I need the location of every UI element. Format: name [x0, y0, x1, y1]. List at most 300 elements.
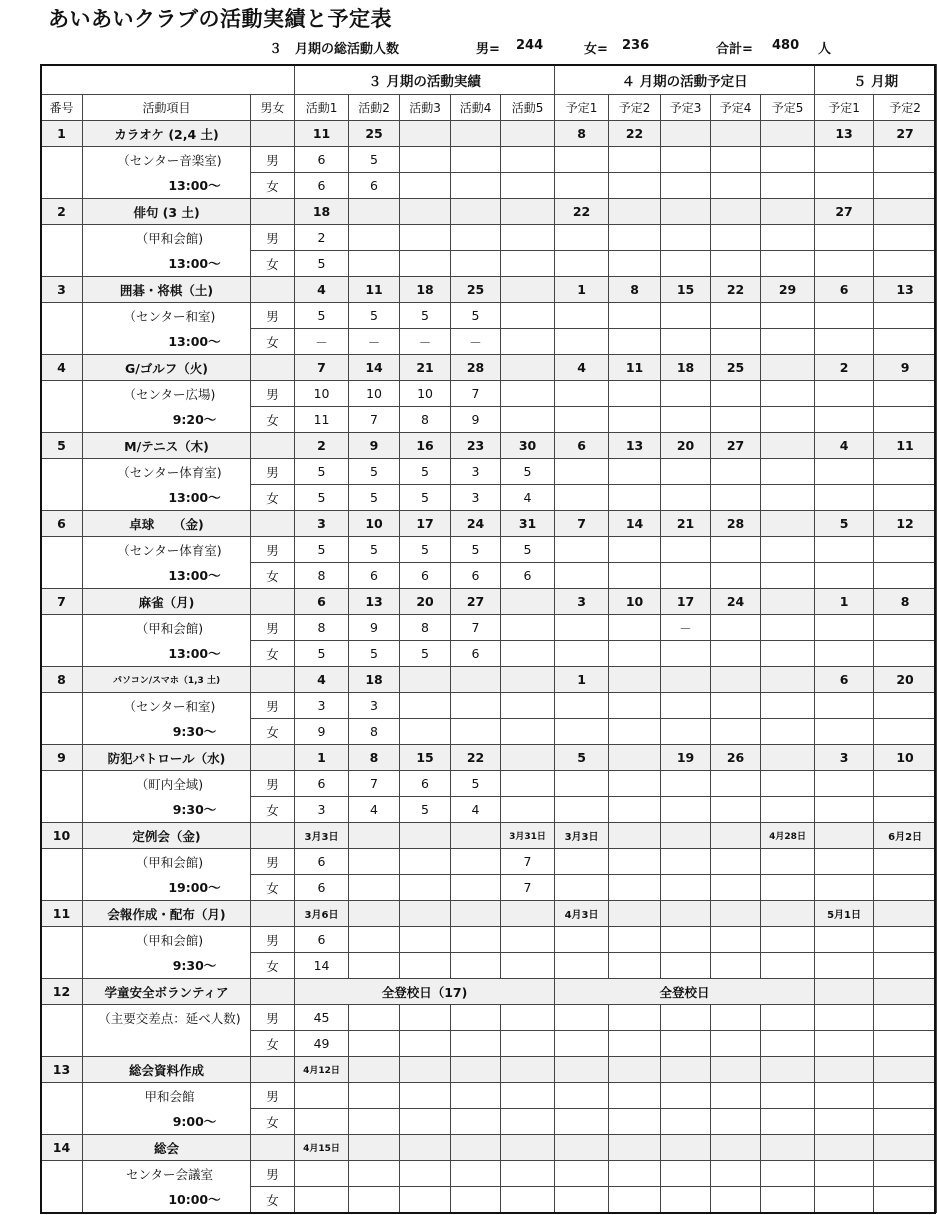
activity-number: 13 [41, 1057, 83, 1083]
activity-location: 甲和会館 [83, 1083, 251, 1109]
date-cell: 7 [555, 511, 609, 537]
count-cell [761, 953, 815, 979]
date-cell: 3月6日 [295, 901, 349, 927]
date-cell [501, 277, 555, 303]
count-cell [661, 381, 711, 407]
count-cell [661, 1161, 711, 1187]
activity-male-row [41, 927, 937, 953]
count-cell [609, 1083, 661, 1109]
date-cell [555, 1057, 609, 1083]
count-cell [555, 1083, 609, 1109]
activity-row [41, 667, 937, 693]
count-cell [501, 1161, 555, 1187]
count-cell [555, 485, 609, 511]
count-cell [349, 849, 400, 875]
count-cell [661, 173, 711, 199]
count-cell [815, 303, 874, 329]
date-cell [349, 1057, 400, 1083]
date-cell: 6 [555, 433, 609, 459]
count-cell [609, 953, 661, 979]
count-cell [400, 875, 451, 901]
count-cell [349, 1005, 400, 1031]
count-cell [451, 1031, 501, 1057]
activity-name: 会報作成・配布（月) [83, 901, 251, 927]
count-cell [501, 1083, 555, 1109]
count-cell [711, 1083, 761, 1109]
count-cell [815, 1031, 874, 1057]
count-cell: 5 [501, 537, 555, 563]
number-blank [41, 173, 83, 199]
date-cell: 18 [661, 355, 711, 381]
count-cell [661, 797, 711, 823]
activity-male-row [41, 693, 937, 719]
activity-male-row [41, 771, 937, 797]
count-cell [451, 927, 501, 953]
count-cell [815, 1005, 874, 1031]
count-cell [874, 719, 937, 745]
date-cell [501, 589, 555, 615]
count-cell [711, 771, 761, 797]
activity-row [41, 745, 937, 771]
date-cell: 15 [661, 277, 711, 303]
count-cell [661, 303, 711, 329]
date-cell [609, 667, 661, 693]
count-cell: 6 [451, 563, 501, 589]
count-cell [349, 953, 400, 979]
date-cell [874, 979, 937, 1005]
count-cell [761, 459, 815, 485]
date-cell [761, 355, 815, 381]
gender-female: 女 [251, 407, 295, 433]
date-cell [661, 1135, 711, 1161]
count-cell [874, 329, 937, 355]
number-blank [41, 1161, 83, 1187]
count-cell [815, 875, 874, 901]
count-cell: － [451, 329, 501, 355]
number-blank [41, 1005, 83, 1031]
date-cell [349, 199, 400, 225]
gender-male: 男 [251, 1005, 295, 1031]
date-cell: 22 [555, 199, 609, 225]
activity-number: 5 [41, 433, 83, 459]
activity-male-row [41, 1083, 937, 1109]
count-cell [711, 693, 761, 719]
gender-male: 男 [251, 693, 295, 719]
count-cell [761, 719, 815, 745]
count-cell [874, 381, 937, 407]
gender-cell [251, 589, 295, 615]
count-cell [815, 1161, 874, 1187]
activity-time: 13:00～ [83, 641, 251, 667]
date-cell [451, 1135, 501, 1161]
date-cell: 24 [711, 589, 761, 615]
column-header: 予定1 [815, 95, 874, 121]
activity-female-row [41, 173, 937, 199]
activity-female-row [41, 875, 937, 901]
count-cell [874, 693, 937, 719]
date-cell [661, 901, 711, 927]
number-blank [41, 537, 83, 563]
count-cell [349, 251, 400, 277]
gender-male: 男 [251, 225, 295, 251]
count-cell [400, 849, 451, 875]
count-cell [609, 615, 661, 641]
count-cell [555, 407, 609, 433]
date-cell: 13 [815, 121, 874, 147]
count-cell [761, 329, 815, 355]
count-cell [815, 173, 874, 199]
count-cell [609, 1187, 661, 1213]
activity-number: 12 [41, 979, 83, 1005]
count-cell [501, 1187, 555, 1213]
date-cell: 17 [400, 511, 451, 537]
activity-name: 学童安全ボランティア [83, 979, 251, 1005]
count-cell [874, 1161, 937, 1187]
date-cell: 28 [451, 355, 501, 381]
count-cell [555, 563, 609, 589]
activity-male-row [41, 225, 937, 251]
activity-location: （甲和会館) [83, 615, 251, 641]
count-cell: 5 [295, 459, 349, 485]
date-cell [761, 121, 815, 147]
count-cell [555, 875, 609, 901]
date-cell [661, 199, 711, 225]
count-cell: 6 [295, 173, 349, 199]
date-cell [451, 823, 501, 849]
count-cell [609, 485, 661, 511]
date-cell: 20 [400, 589, 451, 615]
count-cell [349, 1187, 400, 1213]
count-cell [761, 1083, 815, 1109]
count-cell [609, 1109, 661, 1135]
date-cell: 3 [555, 589, 609, 615]
activity-number: 4 [41, 355, 83, 381]
count-cell: 5 [349, 641, 400, 667]
date-cell: 8 [555, 121, 609, 147]
activity-time: 9:00～ [83, 1109, 251, 1135]
activity-row [41, 901, 937, 927]
number-blank [41, 875, 83, 901]
date-cell: 10 [609, 589, 661, 615]
count-cell: 11 [295, 407, 349, 433]
date-cell [400, 667, 451, 693]
count-cell: 9 [295, 719, 349, 745]
column-header: 予定4 [711, 95, 761, 121]
gender-cell [251, 511, 295, 537]
count-cell [661, 875, 711, 901]
gender-male: 男 [251, 381, 295, 407]
gender-cell [251, 121, 295, 147]
date-cell: 3 [815, 745, 874, 771]
count-cell [609, 771, 661, 797]
number-blank [41, 771, 83, 797]
date-cell [609, 901, 661, 927]
count-cell [815, 1083, 874, 1109]
count-cell [501, 225, 555, 251]
column-header: 予定5 [761, 95, 815, 121]
count-cell: 5 [400, 485, 451, 511]
count-cell [874, 147, 937, 173]
count-cell [815, 797, 874, 823]
count-cell [400, 1161, 451, 1187]
count-cell [555, 1005, 609, 1031]
count-cell [815, 147, 874, 173]
count-cell [609, 329, 661, 355]
date-cell: 27 [711, 433, 761, 459]
count-cell [609, 875, 661, 901]
date-cell: 6 [815, 667, 874, 693]
date-cell [711, 667, 761, 693]
count-cell: 7 [451, 615, 501, 641]
activity-male-row [41, 1005, 937, 1031]
count-cell [761, 927, 815, 953]
count-cell [501, 1031, 555, 1057]
date-cell [661, 1057, 711, 1083]
count-cell [874, 849, 937, 875]
date-cell [609, 1057, 661, 1083]
number-blank [41, 693, 83, 719]
activity-number: 6 [41, 511, 83, 537]
count-cell: 6 [295, 771, 349, 797]
count-cell [501, 719, 555, 745]
count-cell: 7 [501, 849, 555, 875]
count-cell [451, 953, 501, 979]
date-cell: 1 [555, 277, 609, 303]
count-cell [451, 251, 501, 277]
date-cell [400, 901, 451, 927]
date-cell: 11 [609, 355, 661, 381]
count-cell [661, 1187, 711, 1213]
count-cell [400, 173, 451, 199]
count-cell [451, 1083, 501, 1109]
date-cell [349, 823, 400, 849]
count-cell: 6 [295, 927, 349, 953]
gender-female: 女 [251, 563, 295, 589]
activity-time: 10:00～ [83, 1187, 251, 1213]
count-cell [555, 849, 609, 875]
activity-row [41, 433, 937, 459]
count-cell: 6 [295, 147, 349, 173]
count-cell: － [661, 615, 711, 641]
date-cell [874, 901, 937, 927]
count-cell [874, 615, 937, 641]
column-header: 予定1 [555, 95, 609, 121]
count-cell: 6 [349, 563, 400, 589]
count-cell [874, 1187, 937, 1213]
count-cell [711, 147, 761, 173]
header-blank [41, 65, 295, 95]
count-cell: 8 [400, 407, 451, 433]
count-cell [501, 329, 555, 355]
count-cell: 8 [349, 719, 400, 745]
count-cell: 5 [349, 485, 400, 511]
count-cell [295, 1109, 349, 1135]
count-cell [874, 875, 937, 901]
count-cell [711, 537, 761, 563]
count-cell: 2 [295, 225, 349, 251]
count-cell [295, 1187, 349, 1213]
date-cell [711, 1057, 761, 1083]
date-cell [874, 1135, 937, 1161]
gender-male: 男 [251, 1161, 295, 1187]
activity-number: 11 [41, 901, 83, 927]
activity-male-row [41, 537, 937, 563]
summary-male-count: 244 [516, 38, 544, 53]
count-cell [451, 1187, 501, 1213]
date-cell [451, 199, 501, 225]
date-cell: 22 [711, 277, 761, 303]
date-cell [501, 1135, 555, 1161]
count-cell [761, 147, 815, 173]
activity-male-row [41, 1161, 937, 1187]
count-cell [661, 407, 711, 433]
count-cell [761, 797, 815, 823]
date-cell [874, 1057, 937, 1083]
activity-location: （主要交差点：延べ人数) [83, 1005, 251, 1031]
count-cell [711, 173, 761, 199]
activity-location: （センター和室) [83, 693, 251, 719]
count-cell [761, 537, 815, 563]
count-cell: 5 [451, 771, 501, 797]
gender-female: 女 [251, 1187, 295, 1213]
date-cell: 9 [349, 433, 400, 459]
date-cell [711, 199, 761, 225]
gender-cell [251, 1057, 295, 1083]
date-cell [761, 433, 815, 459]
count-cell: 6 [349, 173, 400, 199]
header-plan: ４ 月期の活動予定日 [555, 65, 815, 95]
date-cell: 1 [815, 589, 874, 615]
date-cell: 13 [609, 433, 661, 459]
date-cell: 5 [555, 745, 609, 771]
count-cell [349, 1083, 400, 1109]
gender-male: 男 [251, 771, 295, 797]
count-cell [761, 875, 815, 901]
count-cell [555, 1109, 609, 1135]
number-blank [41, 1031, 83, 1057]
activity-body [41, 121, 937, 1213]
count-cell [815, 225, 874, 251]
count-cell: 6 [295, 875, 349, 901]
count-cell [555, 1031, 609, 1057]
count-cell: 8 [400, 615, 451, 641]
count-cell [349, 875, 400, 901]
gender-cell [251, 1135, 295, 1161]
date-cell [501, 199, 555, 225]
count-cell [609, 147, 661, 173]
count-cell [661, 1005, 711, 1031]
date-cell: 5月1日 [815, 901, 874, 927]
activity-name: 卓球 （金) [83, 511, 251, 537]
count-cell [711, 875, 761, 901]
count-cell [555, 251, 609, 277]
count-cell [555, 173, 609, 199]
count-cell [555, 1187, 609, 1213]
count-cell [555, 693, 609, 719]
count-cell: 8 [295, 563, 349, 589]
count-cell [711, 615, 761, 641]
count-cell: 10 [295, 381, 349, 407]
count-cell [661, 459, 711, 485]
count-cell [609, 173, 661, 199]
number-blank [41, 641, 83, 667]
activity-name: 定例会（金) [83, 823, 251, 849]
column-header: 活動5 [501, 95, 555, 121]
column-header: 活動1 [295, 95, 349, 121]
count-cell [555, 797, 609, 823]
count-cell [609, 641, 661, 667]
activity-time: 13:00～ [83, 485, 251, 511]
count-cell [874, 771, 937, 797]
count-cell [711, 563, 761, 589]
count-cell [874, 927, 937, 953]
date-cell: 2 [815, 355, 874, 381]
activity-row [41, 199, 937, 225]
count-cell: 4 [349, 797, 400, 823]
date-cell: 28 [711, 511, 761, 537]
activity-number: 8 [41, 667, 83, 693]
count-cell [451, 693, 501, 719]
activity-name: 麻雀（月) [83, 589, 251, 615]
count-cell [874, 641, 937, 667]
count-cell [661, 1109, 711, 1135]
count-cell [661, 329, 711, 355]
count-cell [815, 927, 874, 953]
count-cell [400, 1005, 451, 1031]
gender-female: 女 [251, 329, 295, 355]
number-blank [41, 1187, 83, 1213]
count-cell [761, 407, 815, 433]
gender-female: 女 [251, 485, 295, 511]
count-cell [609, 1031, 661, 1057]
date-cell: 25 [451, 277, 501, 303]
count-cell [761, 251, 815, 277]
activity-name: 総会資料作成 [83, 1057, 251, 1083]
count-cell [501, 641, 555, 667]
count-cell [501, 1005, 555, 1031]
gender-cell [251, 433, 295, 459]
date-cell: 13 [349, 589, 400, 615]
count-cell [874, 1109, 937, 1135]
number-blank [41, 563, 83, 589]
count-cell [874, 173, 937, 199]
count-cell [661, 147, 711, 173]
page-title: あいあいクラブの活動実績と予定表 [48, 7, 392, 31]
date-cell: 14 [609, 511, 661, 537]
gender-male: 男 [251, 1083, 295, 1109]
date-cell [711, 1135, 761, 1161]
date-cell: 24 [451, 511, 501, 537]
count-cell [711, 1161, 761, 1187]
gender-cell [251, 667, 295, 693]
count-cell [400, 719, 451, 745]
activity-male-row [41, 303, 937, 329]
count-cell: 5 [295, 641, 349, 667]
count-cell: 5 [349, 147, 400, 173]
date-cell [815, 823, 874, 849]
activity-row [41, 1135, 937, 1161]
count-cell: 6 [451, 641, 501, 667]
count-cell [874, 459, 937, 485]
count-cell: － [349, 329, 400, 355]
count-cell [609, 1161, 661, 1187]
date-cell: 21 [661, 511, 711, 537]
date-cell [400, 121, 451, 147]
count-cell [400, 225, 451, 251]
activity-female-row [41, 329, 937, 355]
count-cell [555, 771, 609, 797]
summary-period: ３ 月期の総活動人数 [269, 42, 400, 57]
